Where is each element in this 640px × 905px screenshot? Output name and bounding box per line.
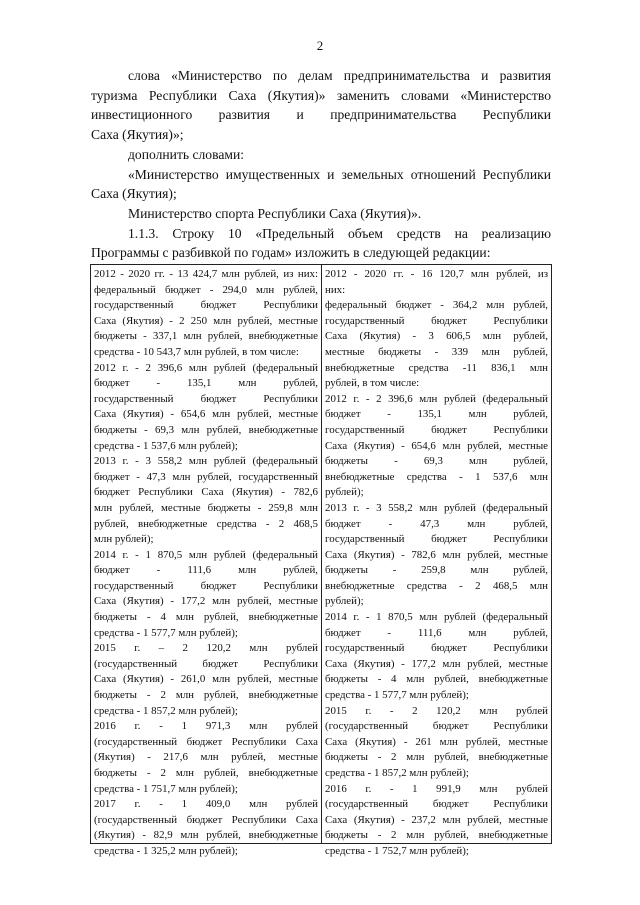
table-cell-line: (государственный бюджет Республики [325,720,548,733]
table-cell-line: Саха (Якутия) - 3 606,5 млн рублей, [325,330,548,343]
table-cell-line: них: [325,283,346,296]
table-cell-line: бюджеты - 4 млн рублей, внебюджетные [325,673,548,686]
table-cell-line: 2013 г. - 3 558,2 млн рублей (федеральный [94,455,318,468]
table-cell-line: средства - 1 751,7 млн рублей); [94,782,238,795]
table-cell-line: Саха (Якутия) - 782,6 млн рублей, местные [325,548,548,561]
table-cell-line: 2015 г. - 2 120,2 млн рублей [325,704,548,717]
table-cell-line: бюджеты - 2 млн рублей, внебюджетные [325,829,548,842]
table-cell-line: рублей); [325,486,364,499]
table-cell-line: средства - 1 577,7 млн рублей); [325,689,469,702]
current-text-column [91,265,321,857]
table-cell-line: бюджеты - 4 млн рублей, внебюджетные [94,611,318,624]
table-cell-line: средства - 1 857,2 млн рублей); [325,767,469,779]
table-cell-line: федеральный бюджет - 364,2 млн рублей, [325,299,548,312]
table-cell-line: внебюджетные средства - 1 537,6 млн [325,470,548,483]
table-cell-line: 2015 г. – 2 120,2 млн рублей [94,642,318,655]
table-cell-line: 2014 г. - 1 870,5 млн рублей (федеральный [325,611,548,624]
table-cell-line: Саха (Якутия) - 261 млн рублей, местные [325,735,548,748]
table-cell-line: бюджет - 135,1 млн рублей, [325,408,548,421]
table-cell-line: государственный бюджет Республики [325,423,548,436]
table-cell-line: Саха (Якутия) - 654,6 млн рублей, местные [325,439,548,452]
amendment-text [91,66,551,263]
paragraph-line: Программы с разбивкой по годам» изложить в следующей редакции: [91,245,491,261]
table-cell-line: бюджет - 47,3 млн рублей, государственный [94,470,318,483]
table-cell-line: 2014 г. - 1 870,5 млн рублей (федеральный [94,548,318,561]
table-cell-line: бюджеты - 2 млн рублей, внебюджетные [94,689,318,702]
table-cell-line: бюджеты - 2 млн рублей, внебюджетные [94,767,318,779]
table-cell-line: (Якутия) - 217,6 млн рублей, местные [94,751,318,764]
table-cell-line: 2016 г. - 1 991,9 млн рублей [325,782,548,795]
table-cell-line: рублей, внебюджетные средства - 2 468,5 [94,517,318,530]
table-cell-line: бюджеты - 69,3 млн рублей, [325,455,548,468]
paragraph-line: слова «Министерство по делам предпринимательства и развития [128,68,551,83]
table-cell-line: (государственный бюджет Республики [94,657,318,670]
paragraph-line: 1.1.3. Строку 10 «Предельный объем средств на реализацию [128,225,551,241]
table-cell-line: бюджеты - 69,3 млн рублей, внебюджетные [94,423,318,436]
table-cell-line: млн рублей); [94,533,154,546]
paragraph-line: Министерство спорта Республики Саха (Якутия)». [128,205,422,221]
table-cell-line: бюджеты - 337,1 млн рублей, внебюджетные [94,330,318,343]
table-cell-line: Саха (Якутия) - 2 250 млн рублей, местные [94,314,318,327]
paragraph-line: «Министерство имущественных и земельных отношений Республики [128,166,551,182]
table-cell-line: государственный бюджет Республики [94,579,318,592]
paragraph-line: туризма Республики Саха (Якутия)» заменить словами «Министерство [91,87,551,103]
table-cell-line: (Якутия) - 82,9 млн рублей, внебюджетные [94,829,318,842]
table-cell-line: средства - 1 325,2 млн рублей); [94,844,238,857]
table-cell-line: местные бюджеты - 339 млн рублей, [325,345,548,358]
table-cell-line: бюджет Республики Саха (Якутия) - 782,6 [94,486,318,499]
table-cell-line: бюджеты - 259,8 млн рублей, [325,564,548,577]
page-number: 2 [316,38,324,53]
table-cell-line: 2016 г. - 1 971,3 млн рублей [94,720,318,733]
table-cell-line: млн рублей, местные бюджеты - 259,8 млн [94,501,318,514]
table-cell-line: бюджет - 135,1 млн рублей, [94,377,318,390]
table-cell-line: Саха (Якутия) - 177,2 млн рублей, местные [94,595,318,608]
table-cell-line: рублей, в том числе: [325,377,420,390]
table-cell-line: 2012 г. - 2 396,6 млн рублей (федеральный [94,361,318,374]
table-cell-line: бюджет - 111,6 млн рублей, [94,564,318,577]
table-cell-line: Саха (Якутия) - 261,0 млн рублей, местные [94,673,318,686]
paragraph-line: Саха (Якутия); [91,186,177,202]
amendment-table [90,264,552,857]
table-cell-line: Саха (Якутия) - 237,2 млн рублей, местные [325,813,548,826]
table-cell-line: Саха (Якутия) - 177,2 млн рублей, местные [325,657,548,670]
table-cell-line: внебюджетные средства - 2 468,5 млн [325,579,548,592]
table-cell-line: государственный бюджет Республики [94,299,318,312]
table-cell-line: 2012 г. - 2 396,6 млн рублей (федеральный [325,392,548,405]
table-cell-line: 2013 г. - 3 558,2 млн рублей (федеральный [325,501,548,514]
table-cell-line: (государственный бюджет Республики [325,798,548,811]
table-cell-line: средства - 1 752,7 млн рублей); [325,844,469,857]
table-cell-line: государственный бюджет Республики [325,533,548,546]
table-cell-line: 2017 г. - 1 409,0 млн рублей [94,798,318,811]
table-cell-line: государственный бюджет Республики [325,314,548,327]
table-cell-line: 2012 - 2020 гг. - 16 120,7 млн рублей, из [325,268,548,280]
table-cell-line: внебюджетные средства -11 836,1 млн [325,361,548,374]
paragraph-line: инвестиционного развития и предпринимательства Республики [91,107,551,123]
new-text-column [321,265,551,857]
paragraph-line: дополнить словами: [128,146,245,162]
table-cell-line: (государственный бюджет Республики Саха [94,813,318,826]
paragraph-line: Саха (Якутия)»; [91,127,184,143]
table-cell-line: Саха (Якутия) - 654,6 млн рублей, местные [94,408,318,421]
table-cell-line: бюджет - 111,6 млн рублей, [325,626,548,639]
table-cell-line: рублей); [325,595,364,608]
table-cell-line: федеральный бюджет - 294,0 млн рублей, [94,283,318,296]
table-cell-line: бюджет - 47,3 млн рублей, [325,517,548,530]
table-cell-line: бюджеты - 2 млн рублей, внебюджетные [325,751,548,764]
table-cell-line: государственный бюджет Республики [325,642,548,655]
table-cell-line: государственный бюджет Республики [94,392,318,405]
table-cell-line: средства - 1 537,6 млн рублей); [94,439,238,452]
table-cell-line: средства - 1 857,2 млн рублей); [94,704,238,717]
table-cell-line: 2012 - 2020 гг. - 13 424,7 млн рублей, из них: [94,268,318,280]
table-cell-line: средства - 10 543,7 млн рублей, в том числе: [94,345,299,358]
table-cell-line: средства - 1 577,7 млн рублей); [94,626,238,639]
table-cell-line: (государственный бюджет Республики Саха [94,735,318,748]
